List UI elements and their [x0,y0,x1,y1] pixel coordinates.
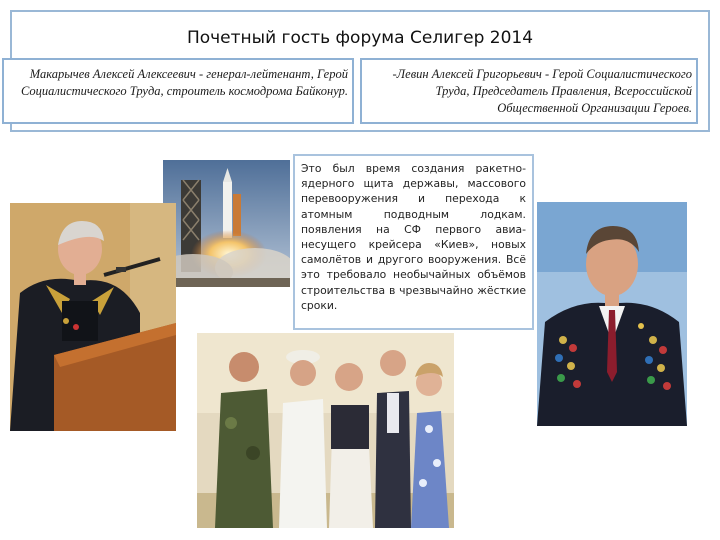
speaker-photo [10,203,176,431]
caption-left: Макарычев Алексей Алексеевич - генерал-лейтенант, Герой Социалистического Труда, строитель космодрома Байконур. [2,58,354,124]
caption-right: -Левин Алексей Григорьевич - Герой Социалистического Труда, Председатель Правления, Всероссийской Общественной Организации Героев. [360,58,698,124]
rocket-launch-photo [163,160,290,287]
history-text: Это был время создания ракетно-ядерного щита державы, массового перевооружения и перехода к атомным подводным лодкам. появления на СФ первого авиа-несущего крейсера «Киев», новых самолётов и другого вооружения. Всё это требовало необычайных объёмов строительства в чрезвычайно жёсткие сроки. [293,154,534,330]
hero-medals-photo [537,202,687,426]
slide-title: Почетный гость форума Селигер 2014 [186,28,534,48]
group-photo [197,333,454,528]
